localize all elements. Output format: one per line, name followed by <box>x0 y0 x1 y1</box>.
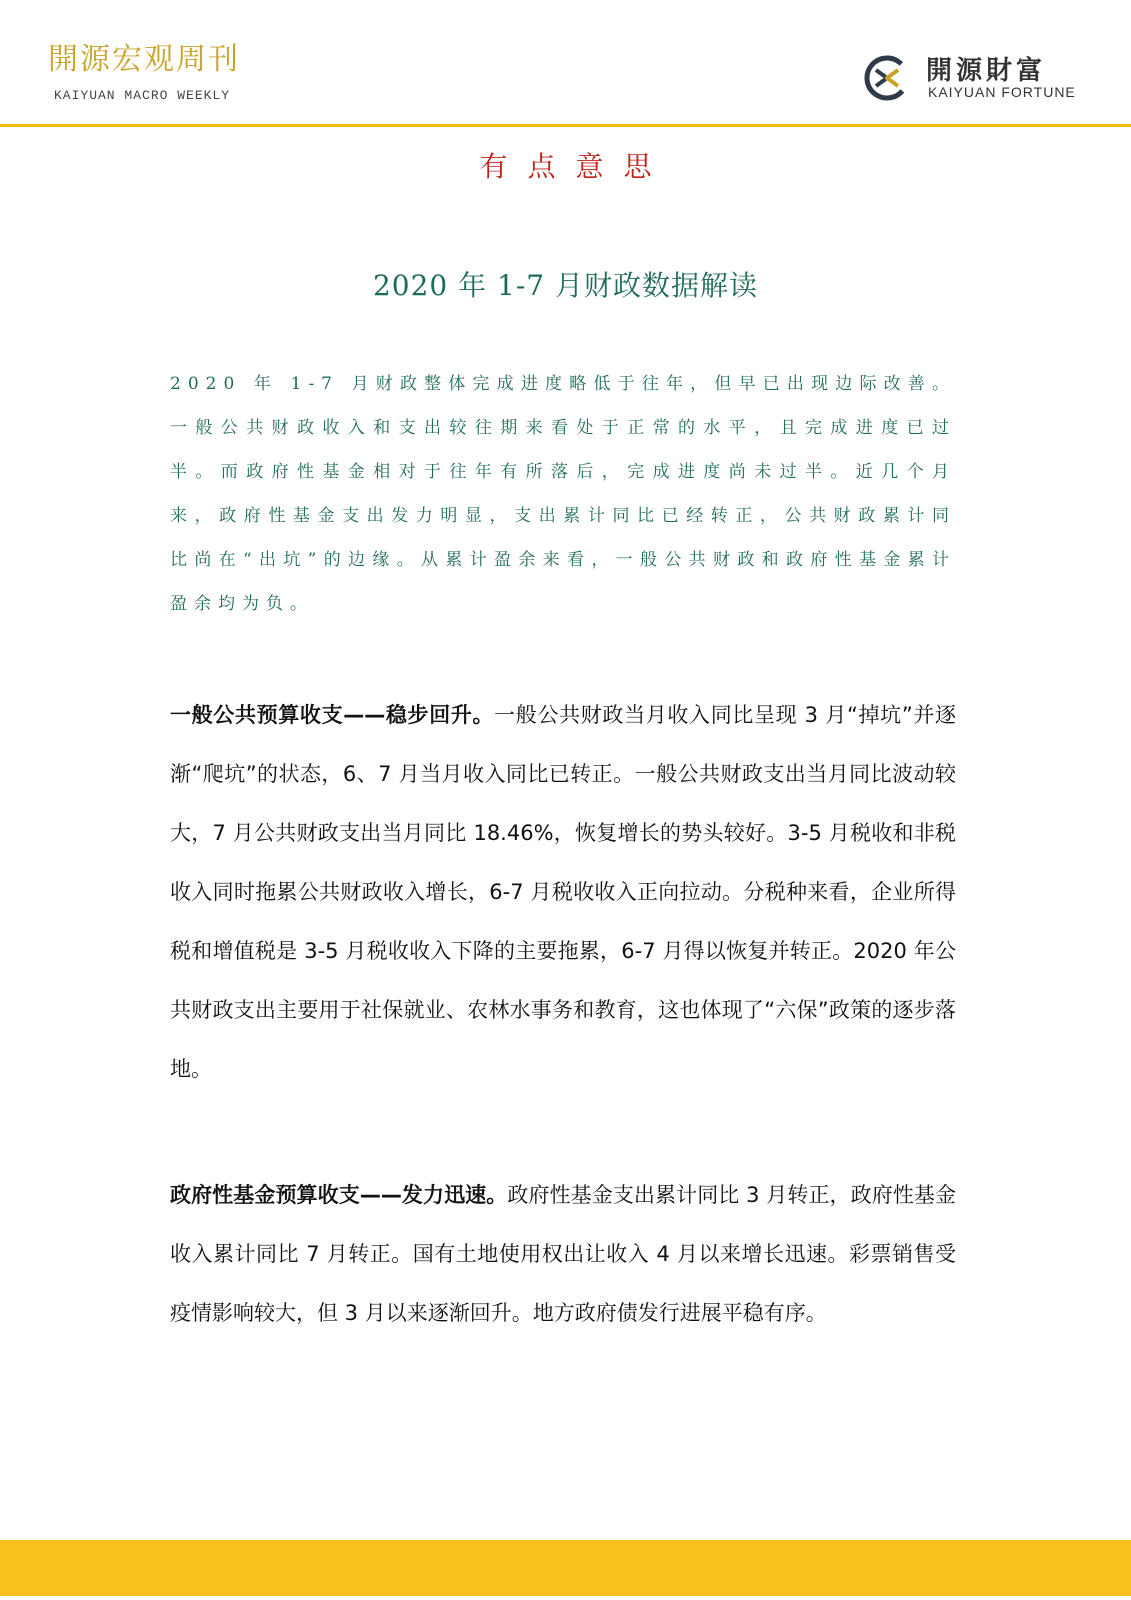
paragraph-lead: 政府性基金预算收支——发力迅速。 <box>170 1183 508 1207</box>
logo-name-en: KAIYUAN FORTUNE <box>928 84 1076 100</box>
section-tag: 有点意思 <box>479 150 672 183</box>
publication-subtitle: KAIYUAN MACRO WEEKLY <box>54 88 231 103</box>
logo-name-cn: 開源財富 <box>926 56 1047 86</box>
paragraph-body: 政府性基金支出累计同比 3 月转正，政府性基金收入累计同比 7 月转正。国有土地使用权出让收入 4 月以来增长迅速。彩票销售受疫情影响较大，但 3 月以来逐渐回升。地方政府债发行进展平稳有序。 <box>170 1183 956 1325</box>
kaiyuan-logo-icon <box>862 53 912 103</box>
paragraph-lead: 一般公共预算收支——稳步回升。 <box>170 703 495 727</box>
kaiyuan-fortune-logo <box>862 48 1092 108</box>
abstract: 2020 年 1-7 月财政整体完成进度略低于往年，但早已出现边际改善。一般公共财政收入和支出较往期来看处于正常的水平，且完成进度已过半。而政府性基金相对于往年有所落后，完成进度尚未过半。近几个月来，政府性基金支出发力明显，支出累计同比已经转正，公共财政累计同比尚在“出坑”的边缘。从累计盈余来看，一般公共财政和政府性基金累计盈余均为负。 <box>170 374 956 614</box>
paragraph-body: 一般公共财政当月收入同比呈现 3 月“掉坑”并逐渐“爬坑”的状态，6、7 月当月收入同比已转正。一般公共财政支出当月同比波动较大，7 月公共财政支出当月同比 18.46%，恢复增长的势头较好。3-5 月税收和非税收入同时拖累公共财政收入增长，6-7 月税收收入正向拉动。分税种来看，企业所得税和增值税是 3-5 月税收收入下降的主要拖累，6-7 月得以恢复并转正。2020 年公共财政支出主要用于社保就业、农林水事务和教育，这也体现了“六保”政策的逐步落地。 <box>170 703 957 1081</box>
footer-bar <box>0 1540 1131 1596</box>
body-paragraph-government-fund <box>170 1166 956 1343</box>
body-paragraph-general-budget <box>170 686 956 1099</box>
report-title: 2020 年 1-7 月财政数据解读 <box>372 269 759 302</box>
header-divider <box>0 124 1131 127</box>
publication-title: 開源宏观周刊 <box>48 42 240 77</box>
